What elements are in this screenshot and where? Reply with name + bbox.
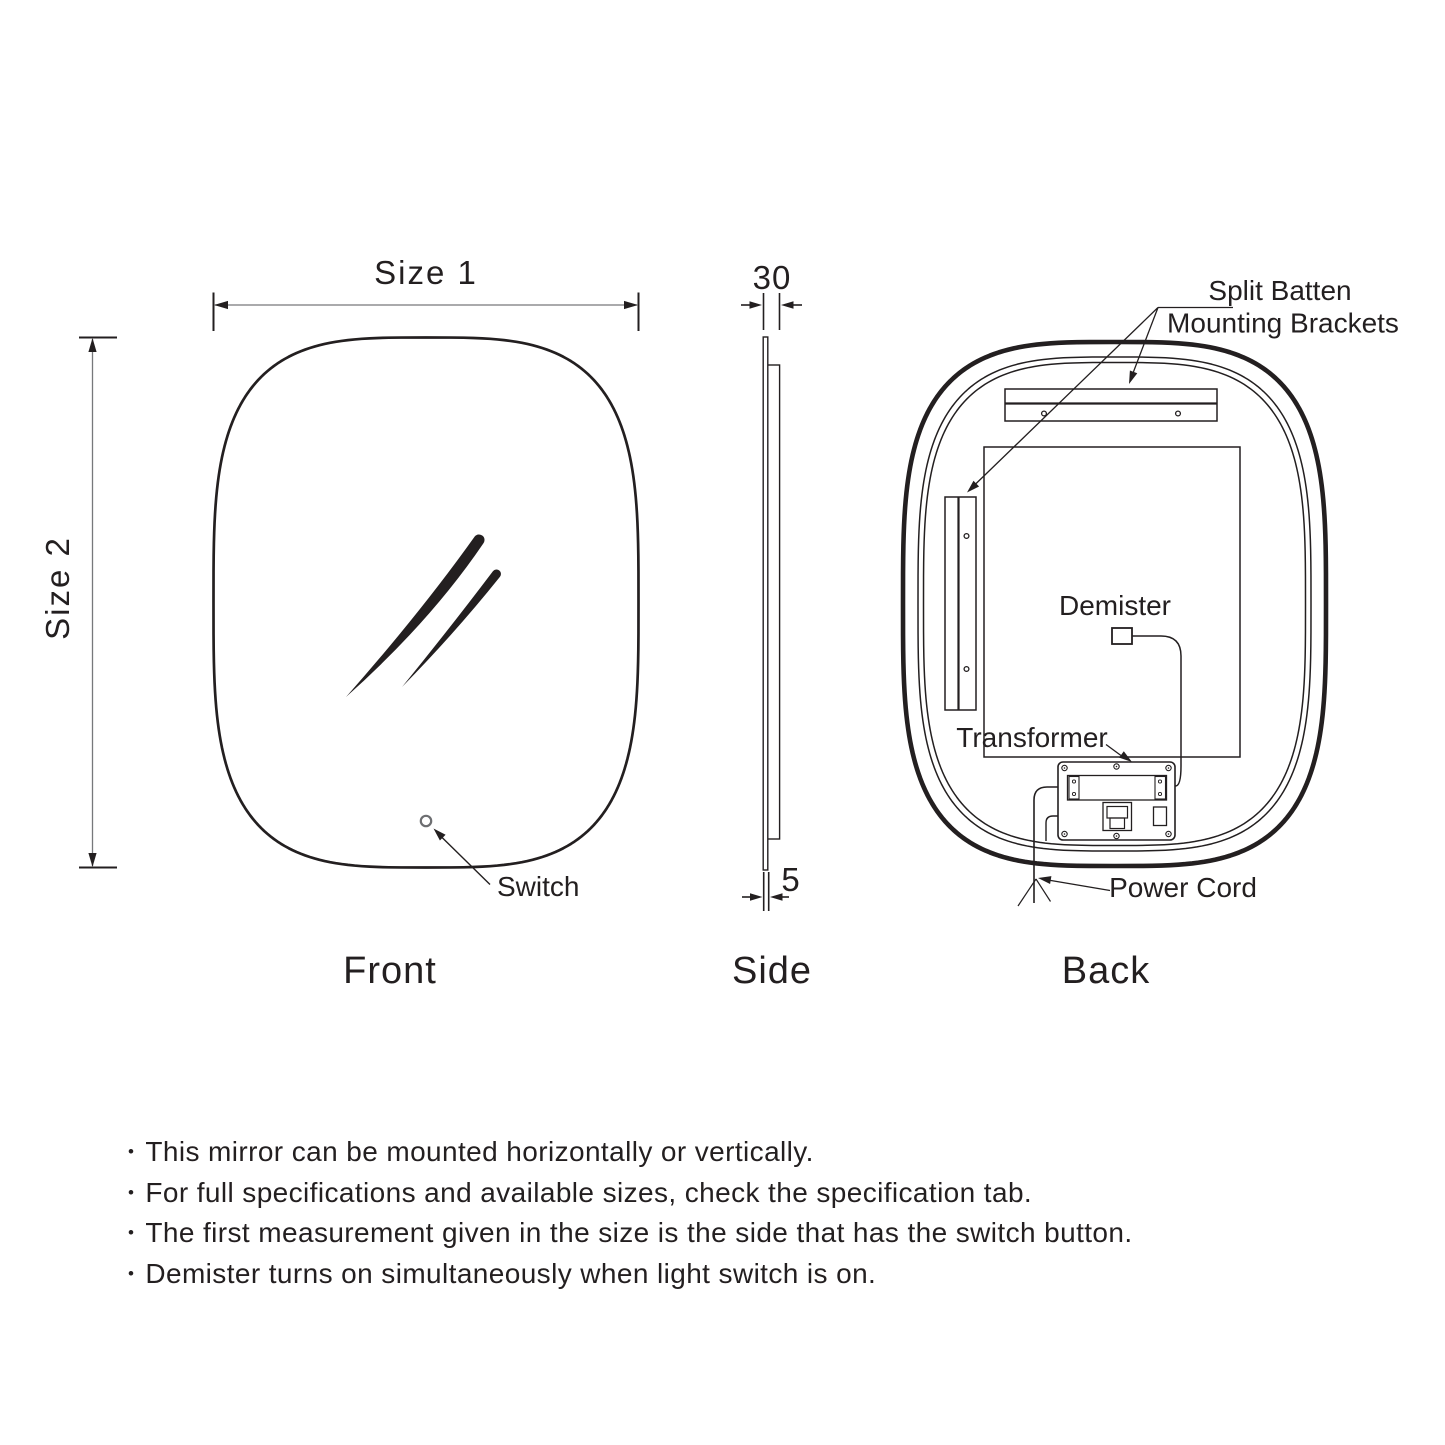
note-item (128, 1256, 1133, 1297)
depth-arrowhead-left-icon (750, 301, 763, 308)
power-cord-leader-line (1048, 880, 1110, 891)
bullet-icon: • (128, 1223, 135, 1242)
front-view (39, 254, 639, 992)
size1-arrowhead-right-icon (624, 301, 638, 309)
bullet-icon: • (128, 1182, 135, 1202)
size2-dimension (39, 338, 117, 868)
note-item (128, 1215, 1133, 1256)
glass-dimension (742, 861, 801, 911)
glass-thickness-value: 5 (781, 861, 801, 898)
mounting-bracket-top (1005, 389, 1217, 421)
bracket-top-body (1005, 389, 1217, 421)
transformer (1058, 762, 1175, 840)
screw-dot-icon (1168, 767, 1170, 769)
note-text: Demister turns on simultaneously when light switch is on. (145, 1257, 877, 1289)
size2-label: Size 2 (39, 536, 76, 640)
bullet-icon: • (128, 1142, 135, 1161)
size2-arrowhead-bottom-icon (88, 853, 96, 867)
side-mirror-glass (763, 337, 768, 870)
power-cord-label: Power Cord (1109, 872, 1257, 903)
note-item (128, 1134, 1133, 1175)
power-cord-arrowhead-icon (1038, 876, 1051, 884)
notes-list (128, 1134, 1133, 1296)
split-batten-label-line2: Mounting Brackets (1167, 307, 1399, 339)
transformer-label: Transformer (956, 722, 1108, 753)
split-batten-label-line1: Split Batten (1208, 275, 1352, 306)
depth-value: 30 (752, 259, 792, 296)
note-item (128, 1175, 1133, 1216)
screw-dot-icon (1116, 766, 1118, 768)
side-view (732, 259, 812, 992)
screw-dot-icon (1064, 833, 1066, 835)
demister-label: Demister (1058, 590, 1172, 621)
side-view-label: Side (731, 950, 813, 992)
note-text: This mirror can be mounted horizontally or vertically. (145, 1136, 814, 1167)
glass-arrowhead-left-icon (750, 893, 763, 900)
note-text: The first measurement given in the size is the side that has the switch button. (145, 1217, 1133, 1248)
side-backing-panel (768, 365, 780, 839)
screw-dot-icon (1064, 767, 1066, 769)
demister-connector (1112, 628, 1132, 644)
size1-dimension (214, 254, 639, 331)
size1-arrowhead-left-icon (214, 301, 228, 309)
size1-label: Size 1 (374, 254, 478, 291)
switch-label: Switch (497, 871, 580, 902)
screw-dot-icon (1116, 835, 1118, 837)
depth-dimension (741, 259, 802, 330)
back-view (903, 275, 1399, 992)
front-view-label: Front (343, 950, 437, 992)
depth-arrowhead-right-icon (781, 301, 794, 308)
mounting-bracket-left (945, 497, 976, 710)
transformer-terminal-block (1068, 776, 1167, 801)
note-text: For full specifications and available sizes, check the specification tab. (145, 1176, 1033, 1208)
size2-arrowhead-top-icon (88, 338, 96, 352)
bracket-left-body (945, 497, 976, 710)
bullet-icon: • (128, 1263, 135, 1283)
back-view-label: Back (1061, 950, 1151, 992)
screw-dot-icon (1168, 833, 1170, 835)
